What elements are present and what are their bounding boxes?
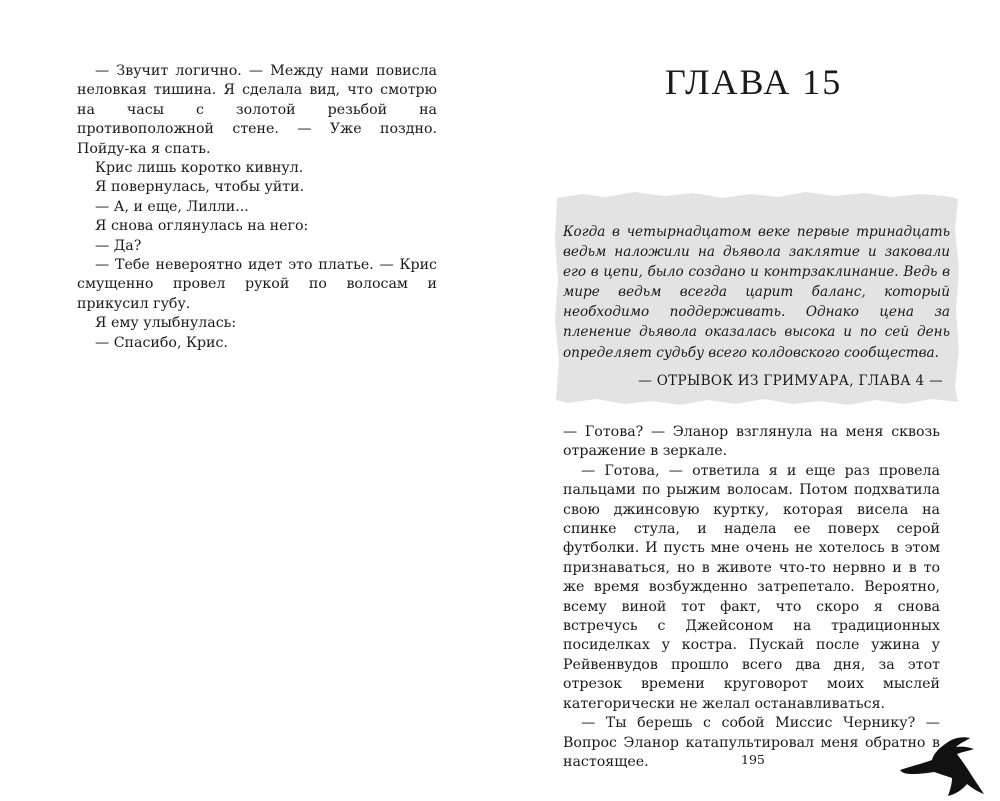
page-number: 195	[741, 752, 765, 767]
paragraph: — Звучит логично. — Между нами повисла неловкая тишина. Я сделала вид, что смотрю на часы с золотой резьбой на противоположной стене. — Уже поздно. Пойду-ка я спать.	[77, 63, 437, 157]
paragraph: Я повернулась, чтобы уйти.	[95, 179, 305, 196]
epigraph-text: Когда в четырнадцатом веке первые тринадцать ведьм наложили на дьявола заклятие и заковали его в цепи, было создано и контрзаклинание. Ведь в мире ведьм всегда царит баланс, который необходимо поддерживать. Однако цена за пленение дьявола оказалась высока и по сей день определяет судьбу всего колдовского сообщества.	[563, 224, 950, 361]
paragraph: — Ты берешь с собой Миссис Чернику? — Вопрос Эланор катапультировал меня обратно в настоящее.	[563, 715, 940, 770]
paragraph: — А, и еще, Лилли...	[95, 198, 249, 215]
epigraph-box	[554, 190, 961, 407]
paragraph: — Готова? — Эланор взглянула на меня сквозь отражение в зеркале.	[563, 424, 940, 460]
epigraph-source: — ОТРЫВОК ИЗ ГРИМУАРА, ГЛАВА 4 —	[638, 373, 943, 389]
paragraph: — Тебе невероятно идет это платье. — Крис смущенно провел рукой по волосам и прикусил губу.	[77, 257, 437, 312]
paragraph: — Готова, — ответила я и еще раз провела пальцами по рыжим волосам. Потом подхватила свою джинсовую куртку, которая висела на спинке стула, и надела ее поверх серой футболки. И пусть мне очень не хотелось в этом признаваться, но в животе что-то нервно и в то же время возбужденно затрепетало. Вероятно, всему виной тот факт, что скоро я снова встречусь с Джейсоном на традиционных посиделках у костра. Пускай после ужина у Рейвенвудов прошло всего два дня, за этот отрезок времени круговорот моих мыслей категорически не желал останавливаться.	[563, 462, 940, 712]
paragraph: Крис лишь коротко кивнул.	[95, 160, 304, 177]
flying-raven-icon	[890, 730, 990, 798]
paragraph: — Да?	[95, 237, 142, 254]
right-page-text	[563, 423, 940, 772]
chapter-title: ГЛАВА 15	[665, 62, 843, 102]
paragraph: Я снова оглянулась на него:	[95, 218, 309, 235]
left-page-text	[77, 62, 437, 353]
paragraph: — Спасибо, Крис.	[95, 334, 228, 351]
paragraph: Я ему улыбнулась:	[95, 315, 237, 332]
raven-shape	[900, 737, 984, 796]
